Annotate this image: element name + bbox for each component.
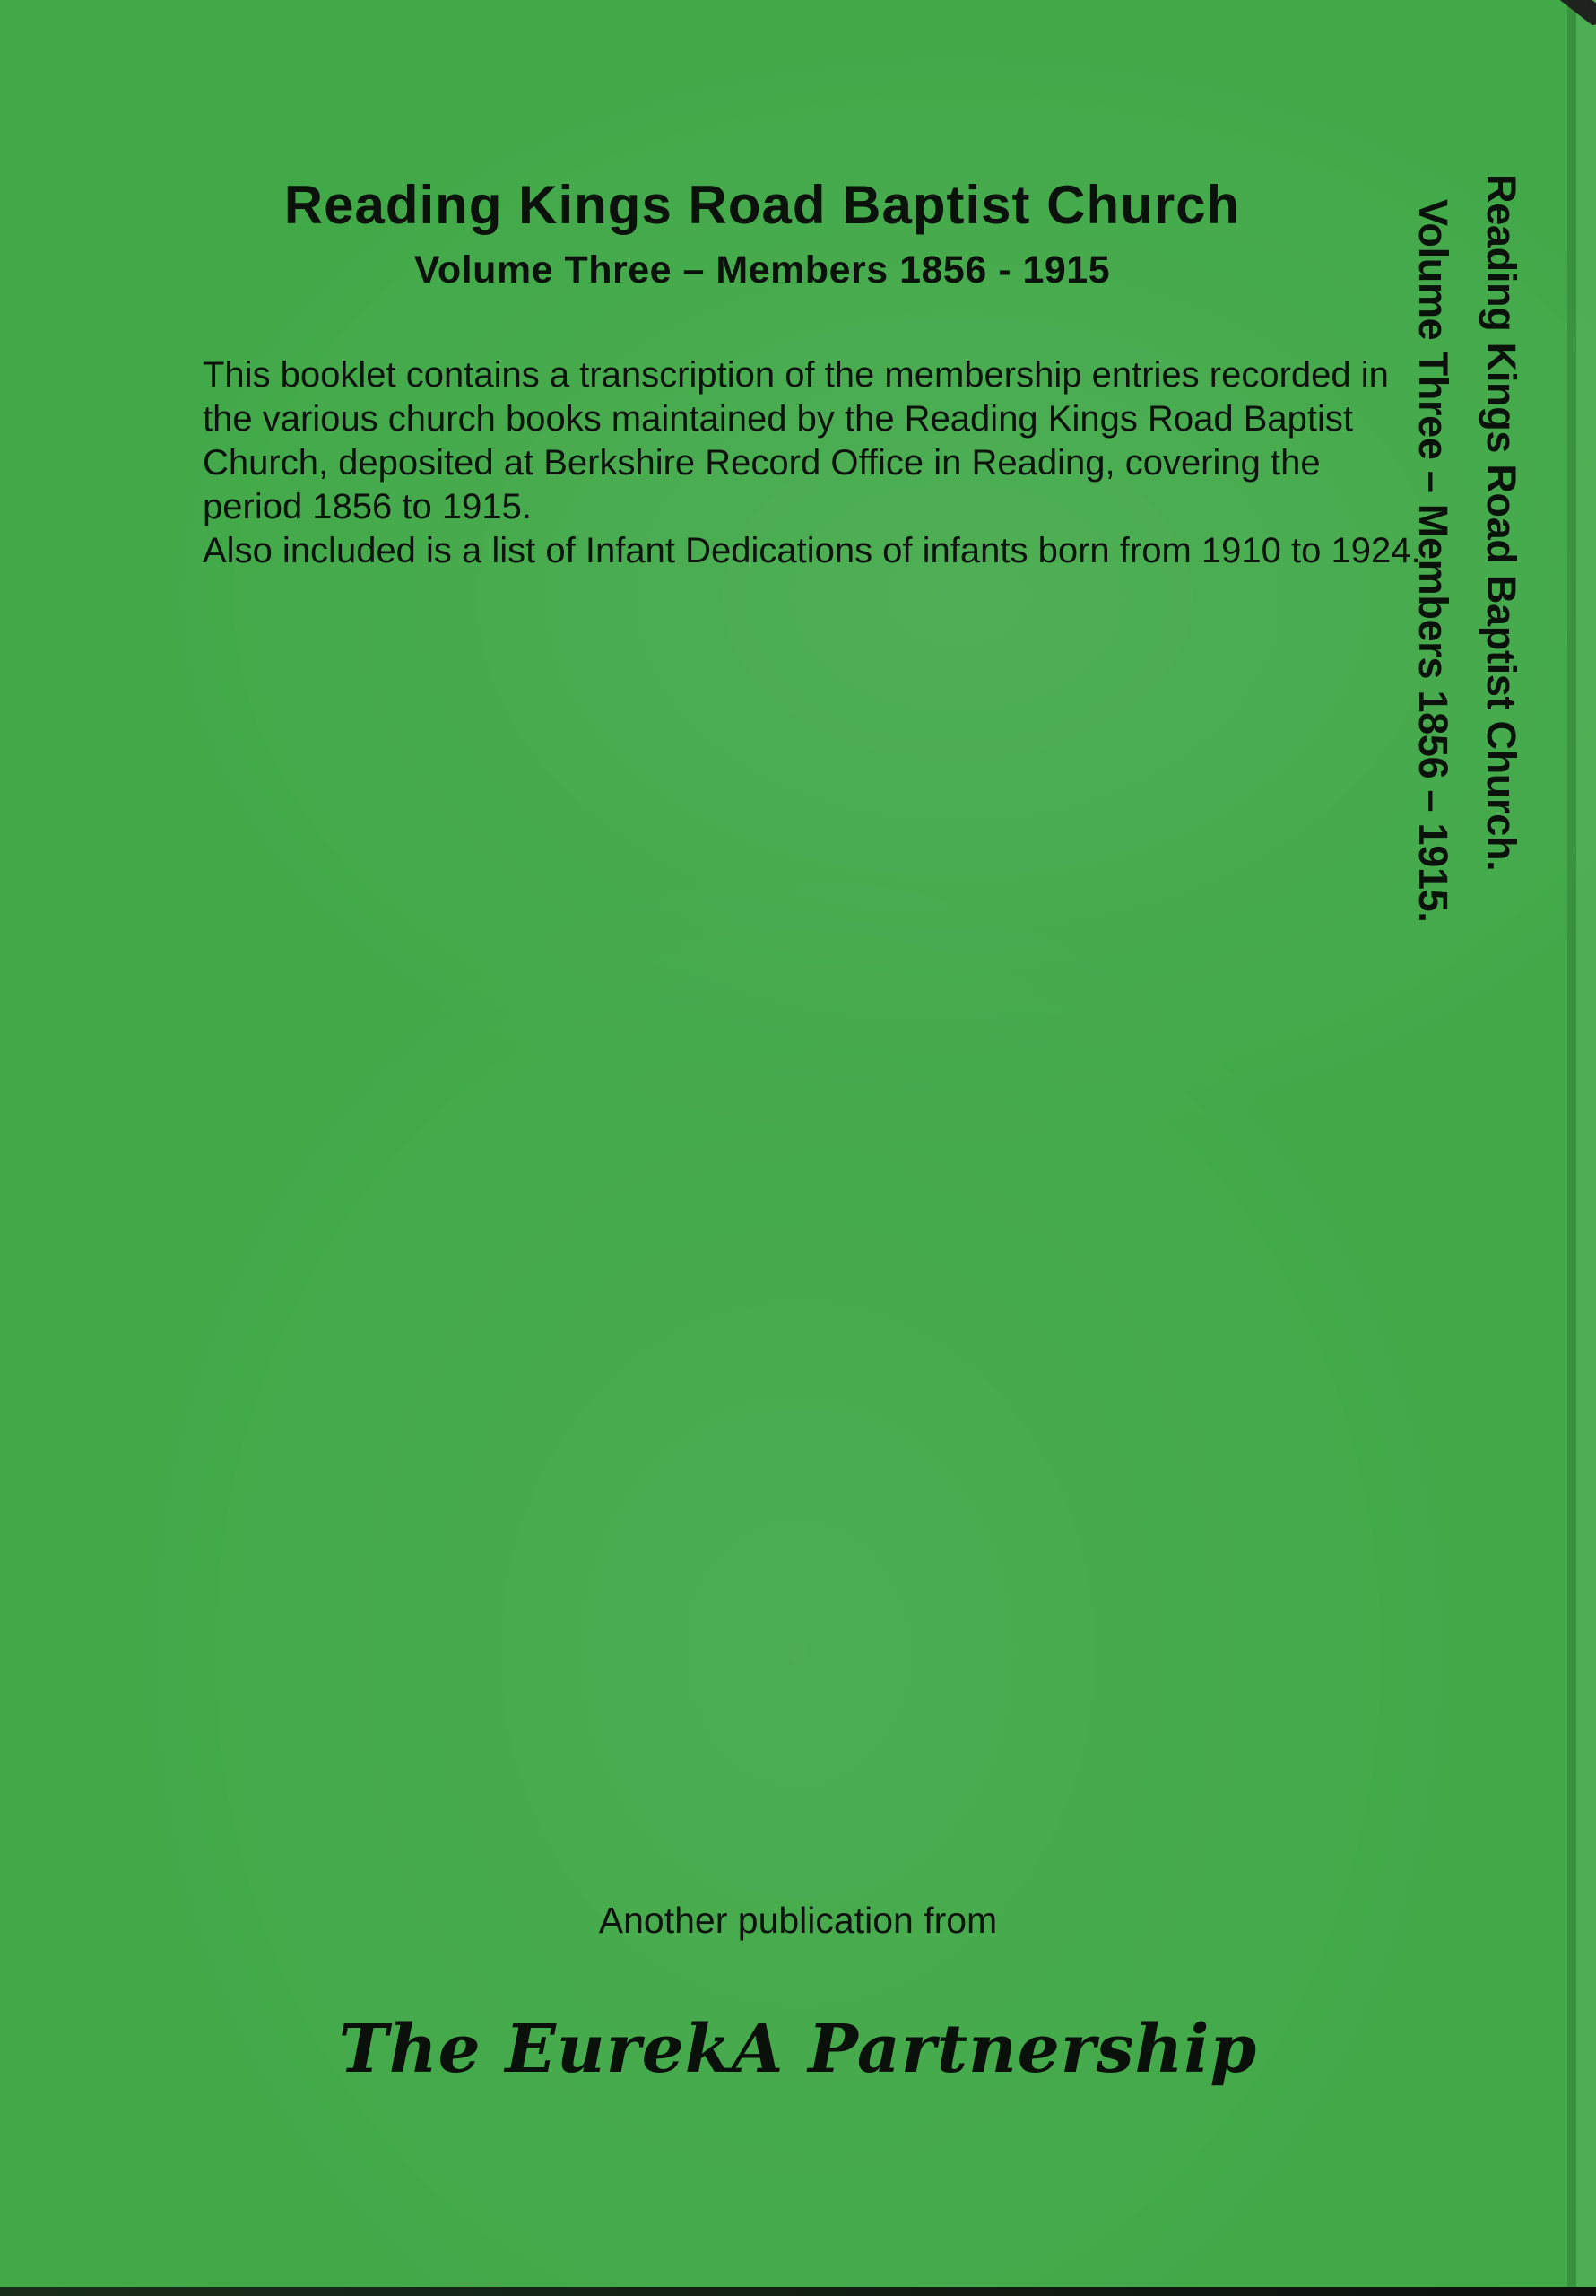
description-line: Also included is a list of Infant Dedications of infants born from 1910 to 1924. [203,531,1421,570]
description-line: period 1856 to 1915. [203,487,532,526]
footer-tagline: Another publication from [598,1900,998,1941]
right-edge-shade [1567,0,1576,2296]
right-edge-highlight [1576,0,1596,2296]
description-line: the various church books maintained by the Reading Kings Road Baptist [203,399,1353,439]
description-line: This booklet contains a transcription of the membership entries recorded in [203,355,1389,395]
spine-subtitle: Volume Three – Members 1856 – 1915. [1410,199,1456,923]
cover-description [203,353,1421,573]
spine-text [1399,174,1535,923]
bottom-scan-strip [0,2287,1596,2296]
publisher-name: The EurekA Partnership [338,2011,1258,2088]
cover-subtitle: Volume Three – Members 1856 - 1915 [413,248,1111,291]
spine-title: Reading Kings Road Baptist Church. [1479,174,1524,872]
cover-title: Reading Kings Road Baptist Church [283,175,1241,235]
description-line: Church, deposited at Berkshire Record Office in Reading, covering the [203,443,1321,483]
